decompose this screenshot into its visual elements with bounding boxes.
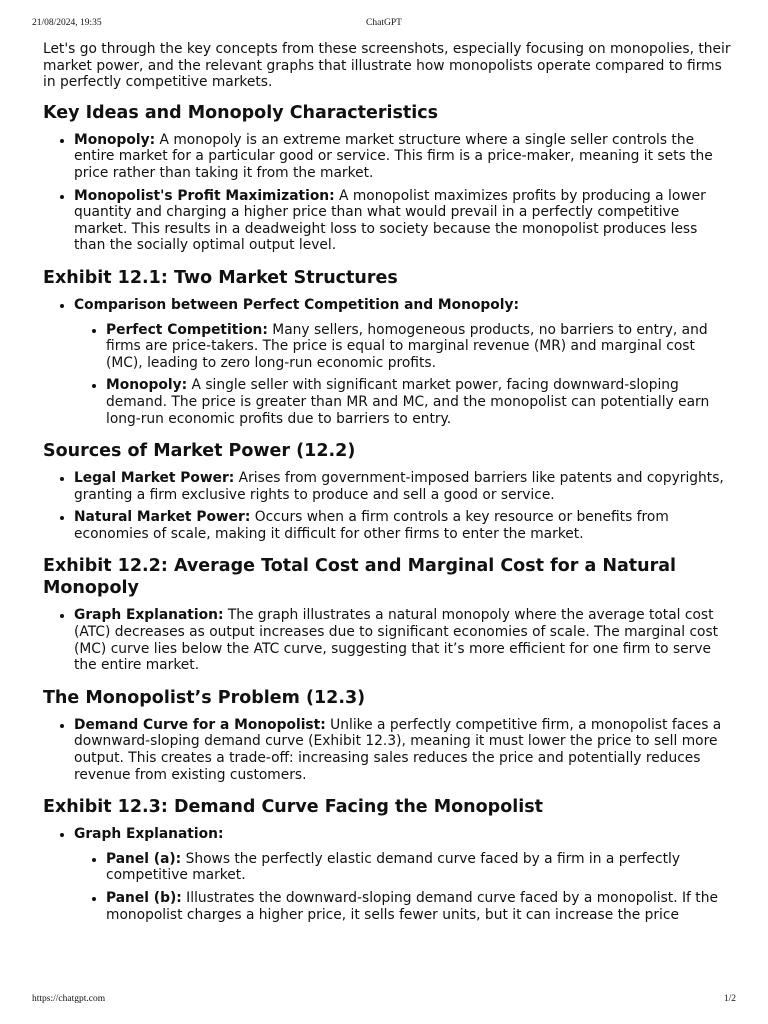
list-item [106,851,733,884]
list-item [74,188,733,254]
list-item [74,717,733,783]
term: Monopolist's Profit Maximization: [74,187,335,204]
description: Unlike a perfectly competitive firm, a monopolist faces a downward-sloping demand curve (Exhibit 12.3), meaning it must lower the price to sell more output. This creates a trade-off: increasing sales reduces the price and potentially reduces revenue from existing customers. [74,716,722,783]
term: Natural Market Power: [74,509,251,526]
print-title: ChatGPT [366,18,402,28]
list-item [74,297,733,427]
page-number: 1/2 [723,994,736,1004]
term: Panel (a): [106,850,182,867]
bullet-list [43,717,733,783]
term: Demand Curve for a Monopolist: [74,716,326,733]
sub-bullet-list [74,851,733,923]
list-item [106,890,733,923]
section-heading: Key Ideas and Monopoly Characteristics [43,102,439,123]
bullet-list [43,826,733,923]
list-item [74,132,733,182]
description: Shows the perfectly elastic demand curve faced by a firm in a perfectly competitive market. [106,850,680,884]
description: Illustrates the downward-sloping demand curve faced by a monopolist. If the monopolist charges a higher price, it sells fewer units, but it can increase the price [106,890,718,923]
list-item [74,470,733,503]
description: A monopolist maximizes profits by producing a lower quantity and charging a higher price than what would prevail in a perfectly competitive market. This results in a deadweight loss to society because the monopolist produces less than the socially optimal output level. [74,187,706,254]
print-footer [0,994,768,1006]
list-item [74,826,733,923]
term: Comparison between Perfect Competition and Monopoly: [74,296,520,313]
intro-paragraph: Let's go through the key concepts from these screenshots, especially focusing on monopolies, their market power, and the relevant graphs that illustrate how monopolists operate compared to firms in perfectly competitive markets. [43,41,731,91]
source-url-link[interactable]: https://chatgpt.com [32,994,106,1004]
term: Panel (b): [106,890,182,906]
list-item [74,509,733,542]
print-datetime: 21/08/2024, 19:35 [32,18,102,28]
print-header [0,18,768,30]
description: A monopoly is an extreme market structure where a single seller controls the entire market for a particular good or service. This firm is a price-maker, meaning it sets the price rather than taking it from the market. [74,131,713,181]
section-heading: Exhibit 12.1: Two Market Structures [43,267,398,288]
section-heading: Sources of Market Power (12.2) [43,441,356,462]
bullet-list [43,607,733,673]
description: Arises from government-imposed barriers like patents and copyrights, granting a firm exclusive rights to produce and sell a good or service. [74,470,724,503]
term: Monopoly: [74,131,156,148]
term: Graph Explanation: [74,826,224,843]
section-heading: Exhibit 12.3: Demand Curve Facing the Monopolist [43,797,543,818]
section-heading: The Monopolist’s Problem (12.3) [43,687,366,708]
term: Graph Explanation: [74,607,224,624]
document-body [43,41,733,936]
list-item [106,377,733,427]
list-item [106,322,733,372]
term: Perfect Competition: [106,321,268,338]
description: A single seller with significant market power, facing downward-sloping demand. The price is greater than MR and MC, and the monopolist can potentially earn long-run economic profits due to barriers to entry. [106,377,710,427]
description: The graph illustrates a natural monopoly where the average total cost (ATC) decreases as output increases due to significant economies of scale. The marginal cost (MC) curve lies below the ATC curve, suggesting that it’s more efficient for one firm to serve the entire market. [74,607,719,674]
sub-bullet-list [74,322,733,428]
bullet-list [43,132,733,254]
bullet-list [43,297,733,427]
bullet-list [43,470,733,542]
description: Many sellers, homogeneous products, no barriers to entry, and firms are price-takers. The price is equal to marginal revenue (MR) and marginal cost (MC), leading to zero long-run economic profits. [106,321,708,371]
section-heading: Exhibit 12.2: Average Total Cost and Marginal Cost for a Natural Monopoly [43,556,677,599]
term: Monopoly: [106,377,188,394]
list-item [74,607,733,673]
term: Legal Market Power: [74,470,235,487]
description: Occurs when a firm controls a key resource or benefits from economies of scale, making it difficult for other firms to enter the market. [74,509,669,542]
